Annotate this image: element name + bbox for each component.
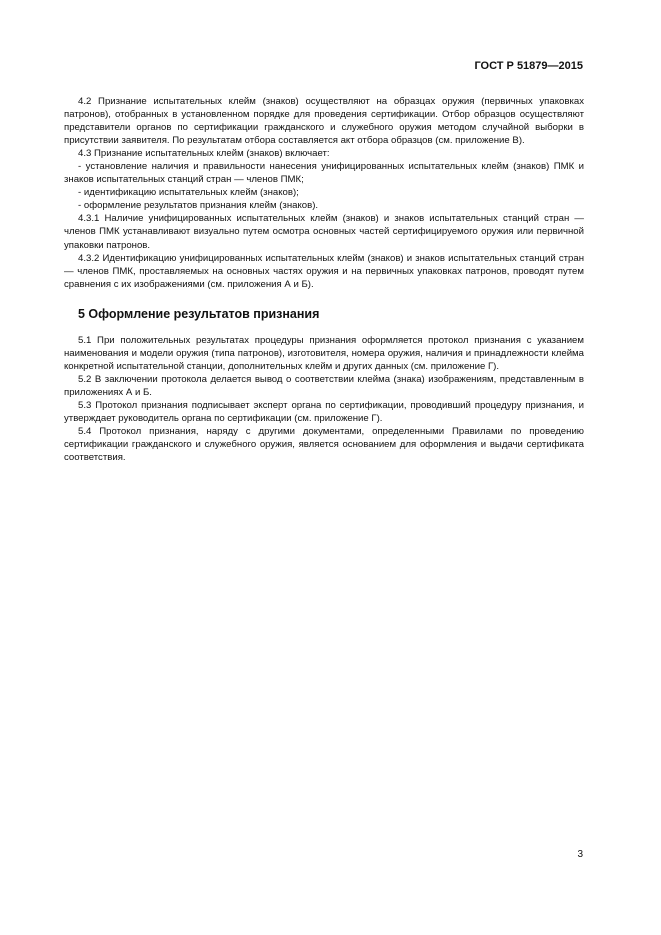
paragraph-5-3: 5.3 Протокол признания подписывает эксперт органа по сертификации, проводивший процедуру признания, и утверждает руководитель органа по сертификации (см. приложение Г). [64, 399, 584, 424]
paragraph-4-2: 4.2 Признание испытательных клейм (знаков) осуществляют на образцах оружия (первичных упаковках патронов), отобранных в установленном порядке для проведения сертификации. Отбор образцов осуществляют представители органов по сертификации гражданского и служебного оружия методом случайной выборки в присутствии заявителя. По результатам отбора составляется акт отбора образцов (см. приложение В). [64, 96, 584, 147]
section-heading-5: 5 Оформление результатов признания [78, 306, 320, 321]
paragraph-5-4: 5.4 Протокол признания, наряду с другими документами, определенными Правилами по проведению сертификации гражданского и служебного оружия, является основанием для оформления и выдачи сертификата соответствия. [64, 426, 584, 464]
paragraph-4-3-2: 4.3.2 Идентификацию унифицированных испытательных клейм (знаков) и знаков испытательных станций стран — членов ПМК, проставляемых на основных частях оружия и на первичных упаковках патронов, проводят путем сравнения с их изображениями (см. приложения А и Б). [64, 252, 584, 290]
list-item-registration: - оформление результатов признания клейм (знаков). [78, 200, 319, 212]
paragraph-5-2: 5.2 В заключении протокола делается вывод о соответствии клейма (знака) изображениям, представленным в приложениях А и Б. [64, 373, 584, 398]
page-number: 3 [577, 849, 583, 860]
paragraph-5-1: 5.1 При положительных результатах процедуры признания оформляется протокол признания с указанием наименования и модели оружия (типа патронов), изготовителя, номера оружия, наличия и принадлежности клейма конкретной испытательной станции, дополнительных клейм и других данных (см. приложение Г). [64, 334, 584, 372]
list-item-identification: - идентификацию испытательных клейм (знаков); [78, 187, 299, 199]
list-item-establishment: - установление наличия и правильности нанесения унифицированных испытательных клейм (знаков) ПМК и знаков испытательных станций стран — членов ПМК; [64, 161, 584, 186]
document-standard-id: ГОСТ Р 51879—2015 [474, 60, 583, 72]
document-body [64, 95, 584, 464]
paragraph-4-3-1: 4.3.1 Наличие унифицированных испытательных клейм (знаков) и знаков испытательных станций стран — членов ПМК устанавливают визуально путем осмотра основных частей сертифицируемого оружия или первичной упаковки патронов. [64, 213, 584, 251]
paragraph-4-3: 4.3 Признание испытательных клейм (знаков) включает: [78, 148, 330, 160]
